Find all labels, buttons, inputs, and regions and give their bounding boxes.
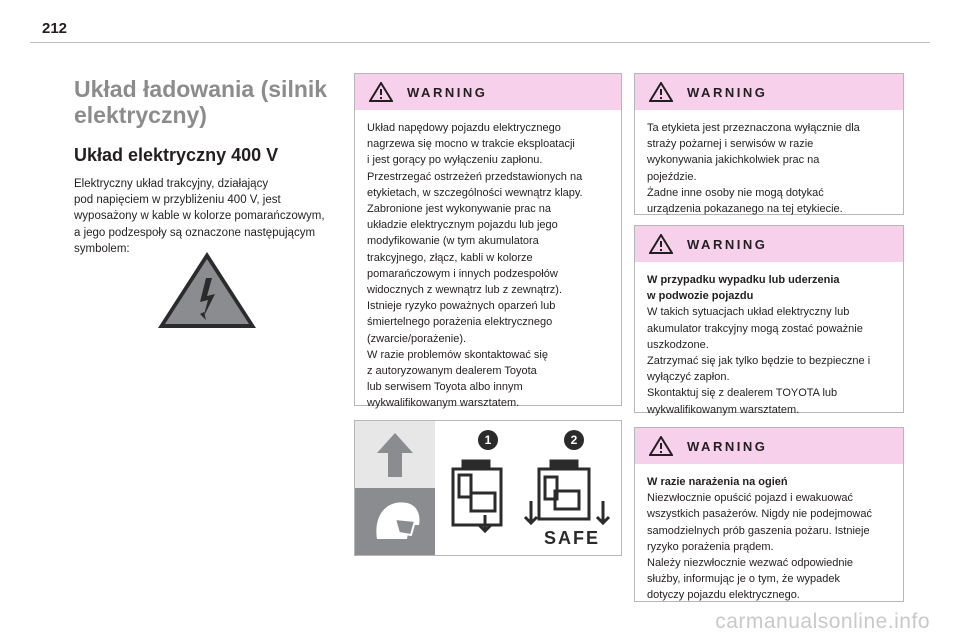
warning-box-fire (634, 427, 904, 602)
warning-triangle-icon (649, 82, 673, 102)
warning-paragraph: W takich sytuacjach układ elektryczny lub akumulator trakcyjny mogą zostać poważnie uszkodzone. Zatrzymać się jak tylko będzie to bezpieczne i wyłączyć zapłon. Skontaktuj się z dealerem TOYOTA lub wykwalifikowanym warsztatem. (647, 306, 871, 416)
section-title: Układ ładowania (silnik elektryczny) (74, 76, 328, 128)
warning-box-label (634, 73, 904, 215)
intro-paragraph: Elektryczny układ trakcyjny, działający pod napięciem w przybliżeniu 400 V, jest wyposażony w kable w kolorze pomarańczowym, a jego podzespoły są oznaczone następującym symbolem: (74, 178, 325, 255)
warning-heading: W razie narażenia na ogień (647, 476, 788, 488)
warning-header (635, 428, 903, 464)
warning-header (355, 74, 621, 110)
warning-box-accident (634, 225, 904, 416)
page-number: 212 (42, 20, 68, 37)
warning-text (635, 464, 903, 612)
warning-heading: W przypadku wypadku lub uderzenia w podwozie pojazdu (647, 274, 840, 303)
warning-header (635, 74, 903, 110)
left-column (74, 76, 346, 257)
step-2-badge: 2 (564, 430, 584, 450)
top-divider (30, 42, 930, 43)
service-plug-icon (525, 461, 609, 523)
high-voltage-warning-icon (156, 250, 258, 330)
subsection-title: Układ elektryczny 400 V (74, 145, 279, 165)
warning-triangle-icon (369, 82, 393, 102)
warning-title: WARNING (687, 438, 768, 454)
watermark: carmanualsonline.info (715, 610, 930, 633)
warning-title: WARNING (407, 84, 488, 100)
warning-box-thermal (354, 73, 622, 410)
warning-paragraph: Niezwłocznie opuścić pojazd i ewakuować wszystkich pasażerów. Nigdy nie podejmować samodzielnych prób gaszenia pożaru. Istnieje ryzyko porażenia prądem. Należy niezwłocznie wezwać odpowiednie służby, informując je o tym, że wypadek dotyczy pojazdu elektrycznego. (647, 492, 872, 602)
warning-text (635, 262, 903, 426)
warning-title: WARNING (687, 236, 768, 252)
step-1-badge: 1 (478, 430, 498, 450)
warning-text: Układ napędowy pojazdu elektrycznego nagrzewa się mocno w trakcie eksploatacji i jest gorący po wyłączeniu zapłonu. Przestrzegać ostrzeżeń przedstawionych na etykietach, w szczególności wewnątrz klapy. Zabronione jest wykonywanie prac na układzie elektrycznym pojazdu lub jego modyfikowanie (w tym akumulatora trakcyjnego, złącz, kabli w kolorze pomarańczowym i innych podzespołów widocznych z wewnątrz lub z zewnątrz). Istnieje ryzyko poważnych oparzeń lub śmiertelnego porażenia elektrycznego (zwarcie/porażenie). W razie problemów skontaktować się z autoryzowanym dealerem Toyota lub serwisem Toyota albo innym wykwalifikowanym warsztatem. (367, 122, 583, 410)
service-plug-icon (453, 461, 501, 531)
warning-text: Ta etykieta jest przeznaczona wyłącznie dla straży pożarnej i serwisów w razie wykonywania jakichkolwiek prac na pojeździe. Żadne inne osoby nie mogą dotykać urządzenia pokazanego na tej etykiecie. (647, 122, 860, 216)
warning-header (635, 226, 903, 262)
warning-title: WARNING (687, 84, 768, 100)
safe-label: SAFE (544, 528, 601, 548)
warning-triangle-icon (649, 234, 673, 254)
warning-triangle-icon (649, 436, 673, 456)
